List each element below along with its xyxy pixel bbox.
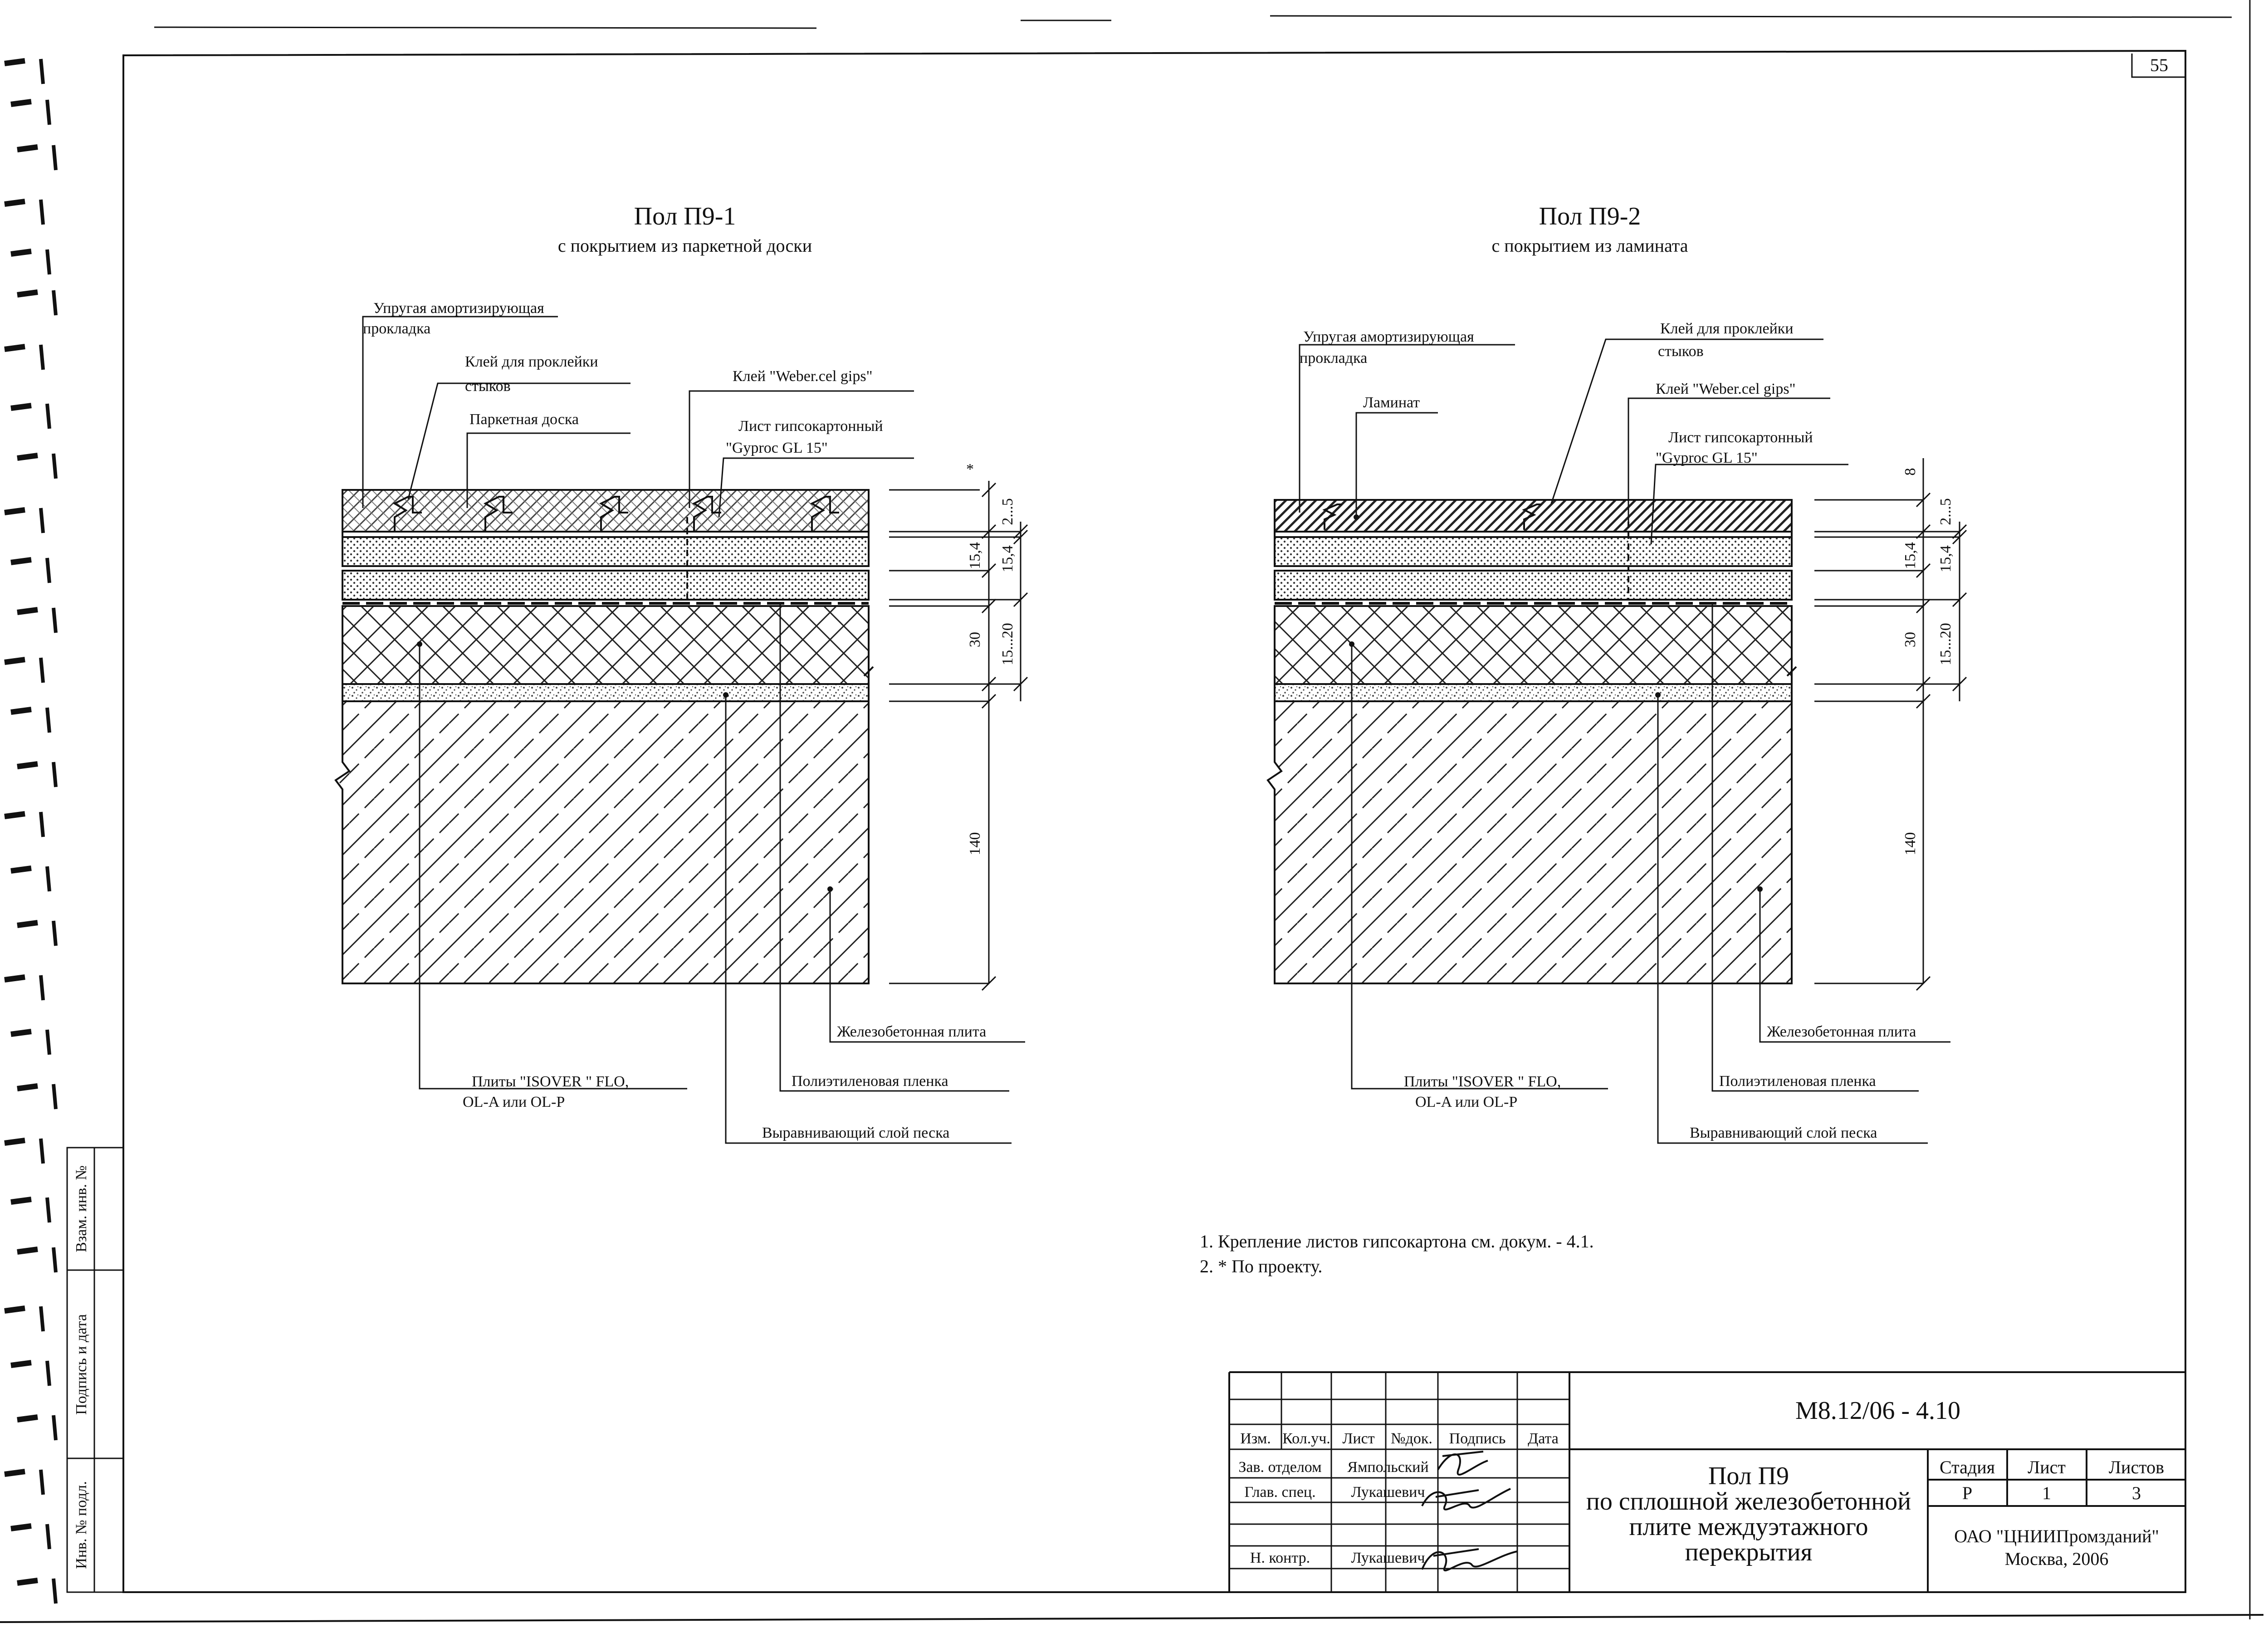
detail-p9-2 <box>1268 202 1966 1143</box>
detail-subtitle: с покрытием из ламината <box>1491 235 1688 256</box>
binding-hole <box>11 1363 31 1365</box>
dim-gkl-1: 15,4 <box>967 542 983 569</box>
callout-pad: Упругая амортизирующая <box>1303 328 1474 345</box>
dim-pad: 2...5 <box>1937 498 1954 525</box>
dim-insulation: 30 <box>967 632 983 647</box>
binding-tick <box>41 508 43 533</box>
binding-tick <box>54 1415 56 1440</box>
binding-hole <box>11 1199 31 1202</box>
dim-slab: 140 <box>1902 832 1919 856</box>
binding-hole <box>5 660 25 662</box>
binding-hole <box>17 1086 38 1089</box>
binding-tick <box>54 454 56 479</box>
dim-sand: 15...20 <box>1937 623 1954 665</box>
hdr-change: Изм. <box>1240 1430 1271 1447</box>
callout-isover-2: OL-A или OL-P <box>1415 1094 1518 1110</box>
sheet-header: Лист <box>2028 1457 2066 1477</box>
stage-value: Р <box>1962 1483 1973 1503</box>
callout-gypsum: Лист гипсокартонный <box>738 418 883 435</box>
layer-gypsum-1 <box>1275 537 1792 566</box>
binding-tick <box>47 866 49 891</box>
binding-hole <box>17 455 38 458</box>
binding-tick <box>47 558 49 583</box>
callout-joint-glue: Клей для проклейки <box>465 353 598 370</box>
binding-hole <box>17 1580 38 1583</box>
binding-tick <box>54 762 56 787</box>
callout-pad: Упругая амортизирующая <box>373 300 544 317</box>
callout-joint-glue-2: стыков <box>1658 343 1704 360</box>
binding-hole <box>17 610 38 612</box>
binding-hole <box>5 814 25 816</box>
role-control: Н. контр. <box>1250 1550 1310 1566</box>
binding-hole <box>5 1472 25 1474</box>
callout-film: Полиэтиленовая пленка <box>1719 1073 1876 1090</box>
callout-film: Полиэтиленовая пленка <box>792 1073 948 1090</box>
role-chief: Глав. спец. <box>1244 1484 1316 1501</box>
binding-tick <box>41 812 43 837</box>
binding-hole <box>11 560 31 562</box>
binding-tick <box>47 708 49 733</box>
layer-parquet <box>342 490 869 532</box>
drawing-title-3: плите междуэтажного <box>1629 1513 1868 1541</box>
binding-hole <box>5 977 25 980</box>
stamp-original-inv: Инв. № подл. <box>73 1481 90 1569</box>
binding-tick <box>47 249 49 274</box>
note-2: 2. * По проекту. <box>1200 1256 1323 1276</box>
dim-star: * <box>966 461 974 478</box>
detail-title: Пол П9-1 <box>634 202 736 230</box>
binding-tick <box>54 290 56 315</box>
callout-finish: Ламинат <box>1363 394 1420 411</box>
sheets-header: Листов <box>2108 1457 2165 1477</box>
dim-finish: 8 <box>1902 468 1919 476</box>
binding-hole <box>17 292 38 295</box>
hdr-doc: №док. <box>1391 1430 1432 1447</box>
binding-hole <box>17 764 38 767</box>
callout-gypsum: Лист гипсокартонный <box>1668 429 1813 446</box>
callout-slab: Железобетонная плита <box>1767 1023 1916 1040</box>
binding-hole <box>11 251 31 254</box>
binding-marks <box>5 59 56 1604</box>
callout-pad-2: прокладка <box>363 320 431 337</box>
binding-hole <box>17 923 38 925</box>
layer-gypsum-2 <box>1275 571 1792 600</box>
binding-tick <box>54 608 56 633</box>
note-1: 1. Крепление листов гипсокартона см. докум. - 4.1. <box>1200 1231 1594 1252</box>
binding-tick <box>54 145 56 170</box>
layer-gypsum-1 <box>342 537 869 566</box>
binding-tick <box>47 100 49 125</box>
callout-sand: Выравнивающий слой песка <box>762 1124 950 1141</box>
binding-hole <box>5 1308 25 1311</box>
binding-tick <box>47 404 49 429</box>
hdr-signature: Подпись <box>1449 1430 1506 1447</box>
binding-tick <box>47 1198 49 1222</box>
binding-hole <box>11 1526 31 1529</box>
binding-hole <box>11 102 31 104</box>
dim-slab: 140 <box>967 832 983 856</box>
binding-tick <box>41 1306 43 1331</box>
dim-sand: 15...20 <box>999 623 1016 665</box>
organization-city-year: Москва, 2006 <box>2004 1549 2109 1569</box>
sheet-value: 1 <box>2042 1483 2051 1503</box>
binding-hole <box>11 406 31 408</box>
binding-tick <box>41 975 43 1000</box>
callout-weber: Клей "Weber.cel gips" <box>1656 381 1796 397</box>
callout-weber: Клей "Weber.cel gips" <box>733 368 873 385</box>
binding-hole <box>5 201 25 204</box>
document-code: М8.12/06 - 4.10 <box>1795 1397 1960 1425</box>
sheet-number: 55 <box>2150 55 2168 75</box>
callout-gypsum-2: "Gyproc GL 15" <box>726 440 828 456</box>
binding-tick <box>47 1030 49 1055</box>
binding-tick <box>47 1524 49 1549</box>
binding-hole <box>11 1032 31 1034</box>
binding-hole <box>17 1249 38 1252</box>
binding-hole <box>5 510 25 513</box>
layer-gypsum-2 <box>342 571 869 600</box>
sheets-value: 3 <box>2132 1483 2141 1503</box>
binding-tick <box>41 200 43 225</box>
binding-tick <box>41 1139 43 1164</box>
callout-finish: Паркетная доска <box>469 411 579 428</box>
dimension-chain <box>1814 458 1966 990</box>
callout-isover: Плиты "ISOVER " FLO, <box>1404 1073 1561 1090</box>
name-control: Лукашевич <box>1351 1550 1425 1566</box>
binding-tick <box>41 345 43 370</box>
binding-hole <box>11 868 31 871</box>
detail-title: Пол П9-2 <box>1539 202 1641 230</box>
binding-tick <box>54 1579 56 1604</box>
stamp-replaced-inv: Взам. инв. № <box>73 1165 90 1252</box>
binding-tick <box>54 1084 56 1109</box>
stamp-signature-date: Подпись и дата <box>73 1314 90 1415</box>
binding-tick <box>47 1361 49 1386</box>
drawing-title-2: по сплошной железобетонной <box>1586 1487 1911 1516</box>
binding-tick <box>41 658 43 683</box>
binding-tick <box>41 59 43 84</box>
name-head: Ямпольский <box>1347 1459 1429 1476</box>
callout-joint-glue-2: стыков <box>465 378 511 395</box>
callout-gypsum-2: "Gyproc GL 15" <box>1656 450 1758 466</box>
dim-insulation: 30 <box>1902 632 1919 647</box>
dim-gkl-2: 15,4 <box>1937 545 1954 572</box>
binding-tick <box>54 1247 56 1272</box>
organization: ОАО "ЦНИИПромзданий" <box>1954 1526 2159 1546</box>
binding-hole <box>17 1417 38 1420</box>
callout-slab: Железобетонная плита <box>837 1023 987 1040</box>
notes <box>1200 1231 1594 1276</box>
layer-slab <box>336 701 869 983</box>
hdr-qty: Кол.уч. <box>1282 1430 1330 1447</box>
binding-tick <box>41 1470 43 1495</box>
hdr-date: Дата <box>1528 1430 1559 1447</box>
binding-hole <box>5 1140 25 1143</box>
callout-isover-2: OL-A или OL-P <box>463 1094 565 1110</box>
callout-isover: Плиты "ISOVER " FLO, <box>472 1073 629 1090</box>
drawing-title-1: Пол П9 <box>1708 1462 1789 1490</box>
binding-hole <box>5 347 25 349</box>
callout-sand: Выравнивающий слой песка <box>1690 1124 1877 1141</box>
dim-gkl-2: 15,4 <box>999 545 1016 572</box>
dim-gkl-1: 15,4 <box>1902 542 1919 569</box>
detail-subtitle: с покрытием из паркетной доски <box>557 235 812 256</box>
binding-hole <box>17 147 38 150</box>
hdr-sheet: Лист <box>1342 1430 1375 1447</box>
dim-finish: 2...5 <box>999 498 1016 525</box>
layer-slab <box>1268 701 1792 983</box>
name-chief: Лукашевич <box>1351 1484 1425 1501</box>
layer-sand <box>342 684 869 701</box>
callout-joint-glue: Клей для проклейки <box>1660 320 1794 337</box>
binding-hole <box>11 709 31 712</box>
binding-hole <box>5 61 25 64</box>
detail-p9-1 <box>336 202 1027 1143</box>
callout-pad-2: прокладка <box>1300 350 1368 367</box>
drawing-title-4: перекрытия <box>1685 1538 1813 1566</box>
signatures <box>1422 1452 1517 1570</box>
stage-header: Стадия <box>1939 1457 1995 1477</box>
binding-tick <box>54 921 56 946</box>
role-head: Зав. отделом <box>1238 1459 1322 1476</box>
